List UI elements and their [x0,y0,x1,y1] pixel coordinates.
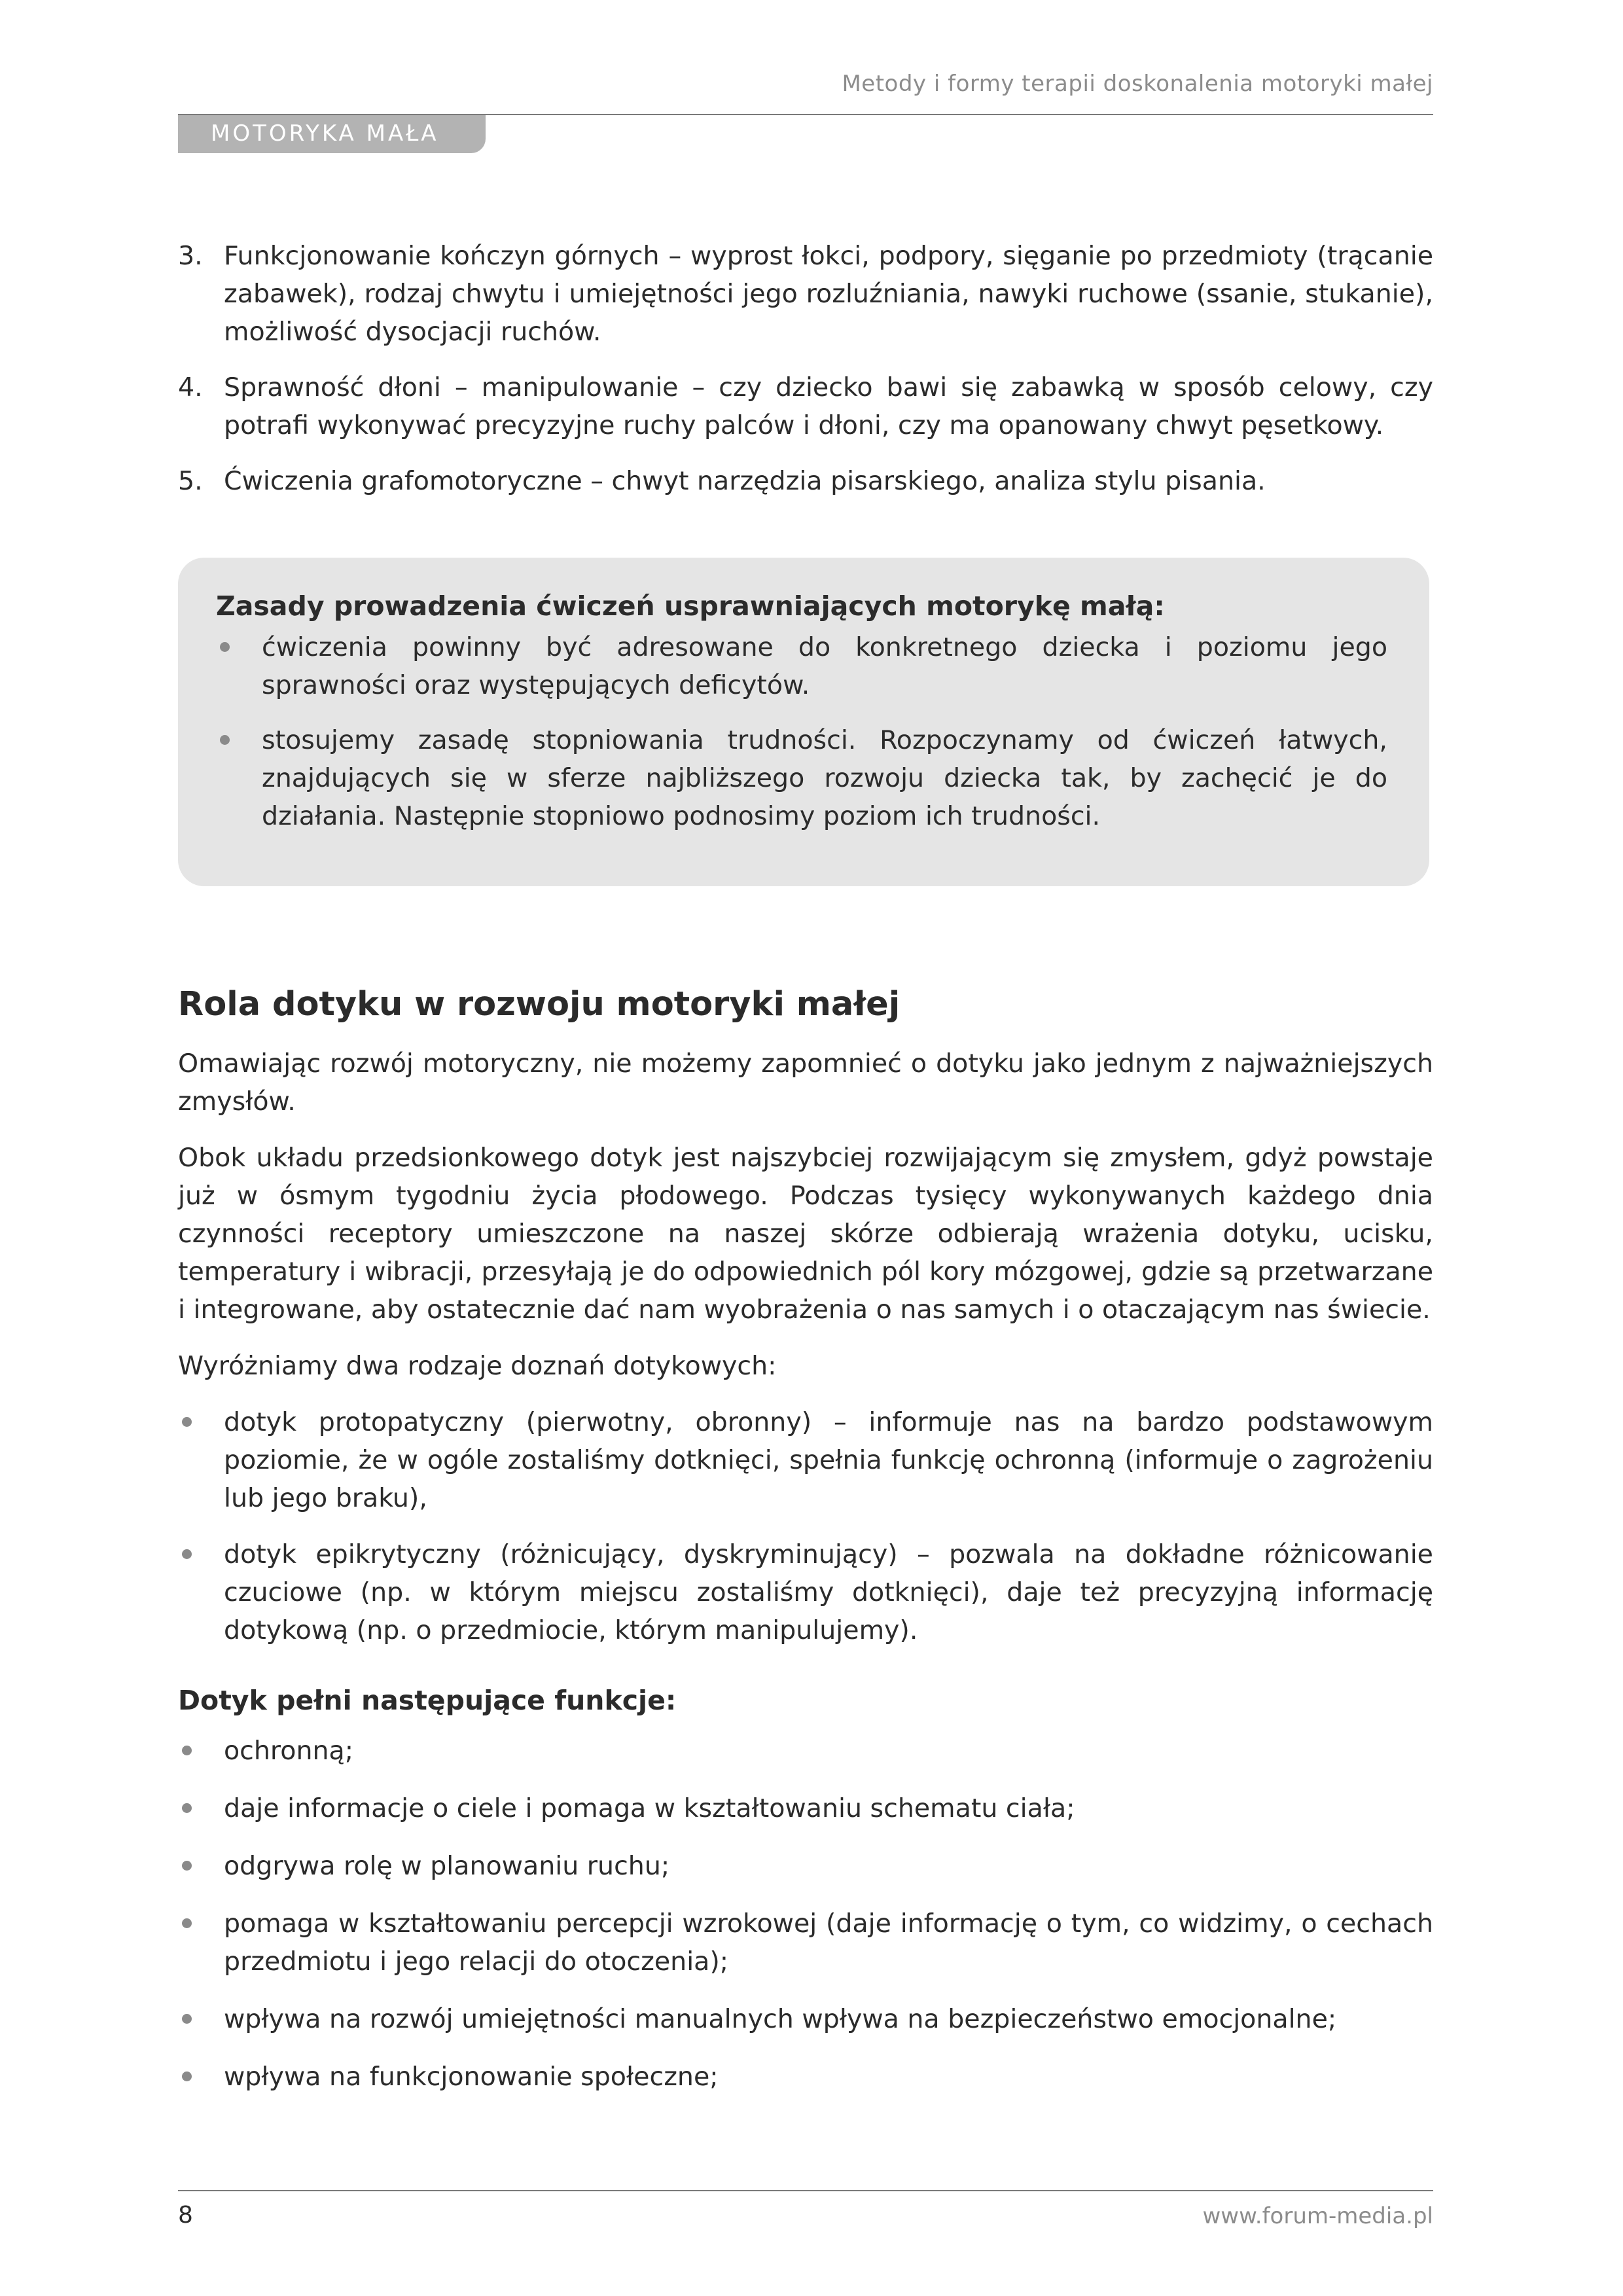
item-number: 3. [178,241,203,271]
paragraph: Obok układu przedsionkowego dotyk jest najszybciej rozwijającym się zmysłem, gdyż powstaje już w ósmym tygodniu życia płodowego. Podczas tysięcy wykonywanych każdego dnia czynności receptory umieszczone na naszej skórze odbierają wrażenia dotyku, ucisku, temperatury i wibracji, przesyłają je do odpowiednich pól kory mózgowej, gdzie są przetwarzane i integrowane, aby ostatecznie dać nam wyobrażenia o nas samych i o otaczającym nas świecie. [178,1143,1433,1325]
list-item [178,462,1433,500]
bullet-icon [182,1746,192,1755]
functions-heading: Dotyk pełni następujące funkcje: [178,1685,677,1716]
touch-type-text: dotyk protopatyczny (pierwotny, obronny) – informuje nas na bardzo podstawowym poziomie, że w ogóle zostaliśmy dotknięci, spełnia funkcję ochronną (informuje o zagrożeniu lub jego braku), [224,1407,1433,1513]
item-text: Sprawność dłoni – manipulowanie – czy dziecko bawi się zabawką w sposób celowy, czy potrafi wykonywać precyzyjne ruchy palców i dłoni, czy ma opanowany chwyt pęsetkowy. [224,372,1433,440]
bullet-icon [182,2014,192,2024]
functions-list [178,1732,1433,2096]
bullet-icon [182,1803,192,1813]
paragraph: Omawiając rozwój motoryczny, nie możemy zapomnieć o dotyku jako jednym z najważniejszych zmysłów. [178,1049,1433,1117]
function-text: wpływa na funkcjonowanie społeczne; [224,2062,719,2092]
item-text: Ćwiczenia grafomotoryczne – chwyt narzędzia pisarskiego, analiza stylu pisania. [224,466,1266,496]
bullet-icon [182,1918,192,1928]
function-text: pomaga w kształtowaniu percepcji wzrokowej (daje informację o tym, co widzimy, o cechach przedmiotu i jego relacji do otoczenia); [224,1909,1433,1977]
function-text: ochronną; [224,1736,354,1766]
function-item [178,1847,1433,1885]
touch-type-item [178,1403,1433,1517]
item-text: Funkcjonowanie kończyn górnych – wyprost łokci, podpory, sięganie po przedmioty (trącanie zabawek), rodzaj chwytu i umiejętności jego rozluźniania, nawyki ruchowe (ssanie, stukanie), możliwość dysocjacji ruchów. [224,241,1433,347]
page-number: 8 [178,2202,193,2229]
item-number: 5. [178,466,203,496]
callout-item [216,721,1387,835]
function-text: wpływa na rozwój umiejętności manualnych wpływa na bezpieczeństwo emocjonalne; [224,2004,1337,2034]
paragraph: Wyróżniamy dwa rodzaje doznań dotykowych: [178,1351,777,1381]
function-item [178,1789,1433,1827]
callout-item-text: stosujemy zasadę stopniowania trudności. Rozpoczynamy od ćwiczeń łatwych, znajdujących się w sferze najbliższego rozwoju dziecka tak, by zachęcić je do działania. Następnie stopniowo podnosimy poziom ich trudności. [262,725,1387,831]
bullet-icon [182,1861,192,1871]
function-item [178,1732,1433,1770]
touch-type-item [178,1535,1433,1649]
list-item [178,237,1433,351]
section-tab: MOTORYKA MAŁA [178,115,486,153]
list-item [178,368,1433,444]
bullet-icon [220,735,230,745]
bullet-icon [220,642,230,652]
function-item [178,2000,1433,2038]
item-number: 4. [178,372,203,403]
callout-item-text: ćwiczenia powinny być adresowane do konkretnego dziecka i poziomu jego sprawności oraz występujących deficytów. [262,632,1387,700]
rules-callout-box [178,558,1429,886]
bullet-icon [182,1549,192,1559]
footer-divider [178,2190,1433,2191]
touch-type-text: dotyk epikrytyczny (różnicujący, dyskryminujący) – pozwala na dokładne różnicowanie czuciowe (np. w którym miejscu zostaliśmy dotknięci), daje też precyzyjną informację dotykową (np. o przedmiocie, którym manipulujemy). [224,1539,1433,1645]
section-body [178,1045,1433,2115]
bullet-icon [182,1417,192,1427]
numbered-list [178,237,1433,518]
function-text: odgrywa rolę w planowaniu ruchu; [224,1851,670,1881]
running-title: Metody i formy terapii doskonalenia motoryki małej [842,71,1433,97]
publisher-website: www.forum-media.pl [1202,2203,1433,2229]
function-item [178,1905,1433,1981]
section-heading: Rola dotyku w rozwoju motoryki małej [178,985,901,1024]
function-item [178,2058,1433,2096]
function-text: daje informacje o ciele i pomaga w kształtowaniu schematu ciała; [224,1793,1075,1823]
bullet-icon [182,2072,192,2081]
callout-title: Zasady prowadzenia ćwiczeń usprawniających motorykę małą: [216,590,1165,622]
callout-item [216,628,1387,704]
